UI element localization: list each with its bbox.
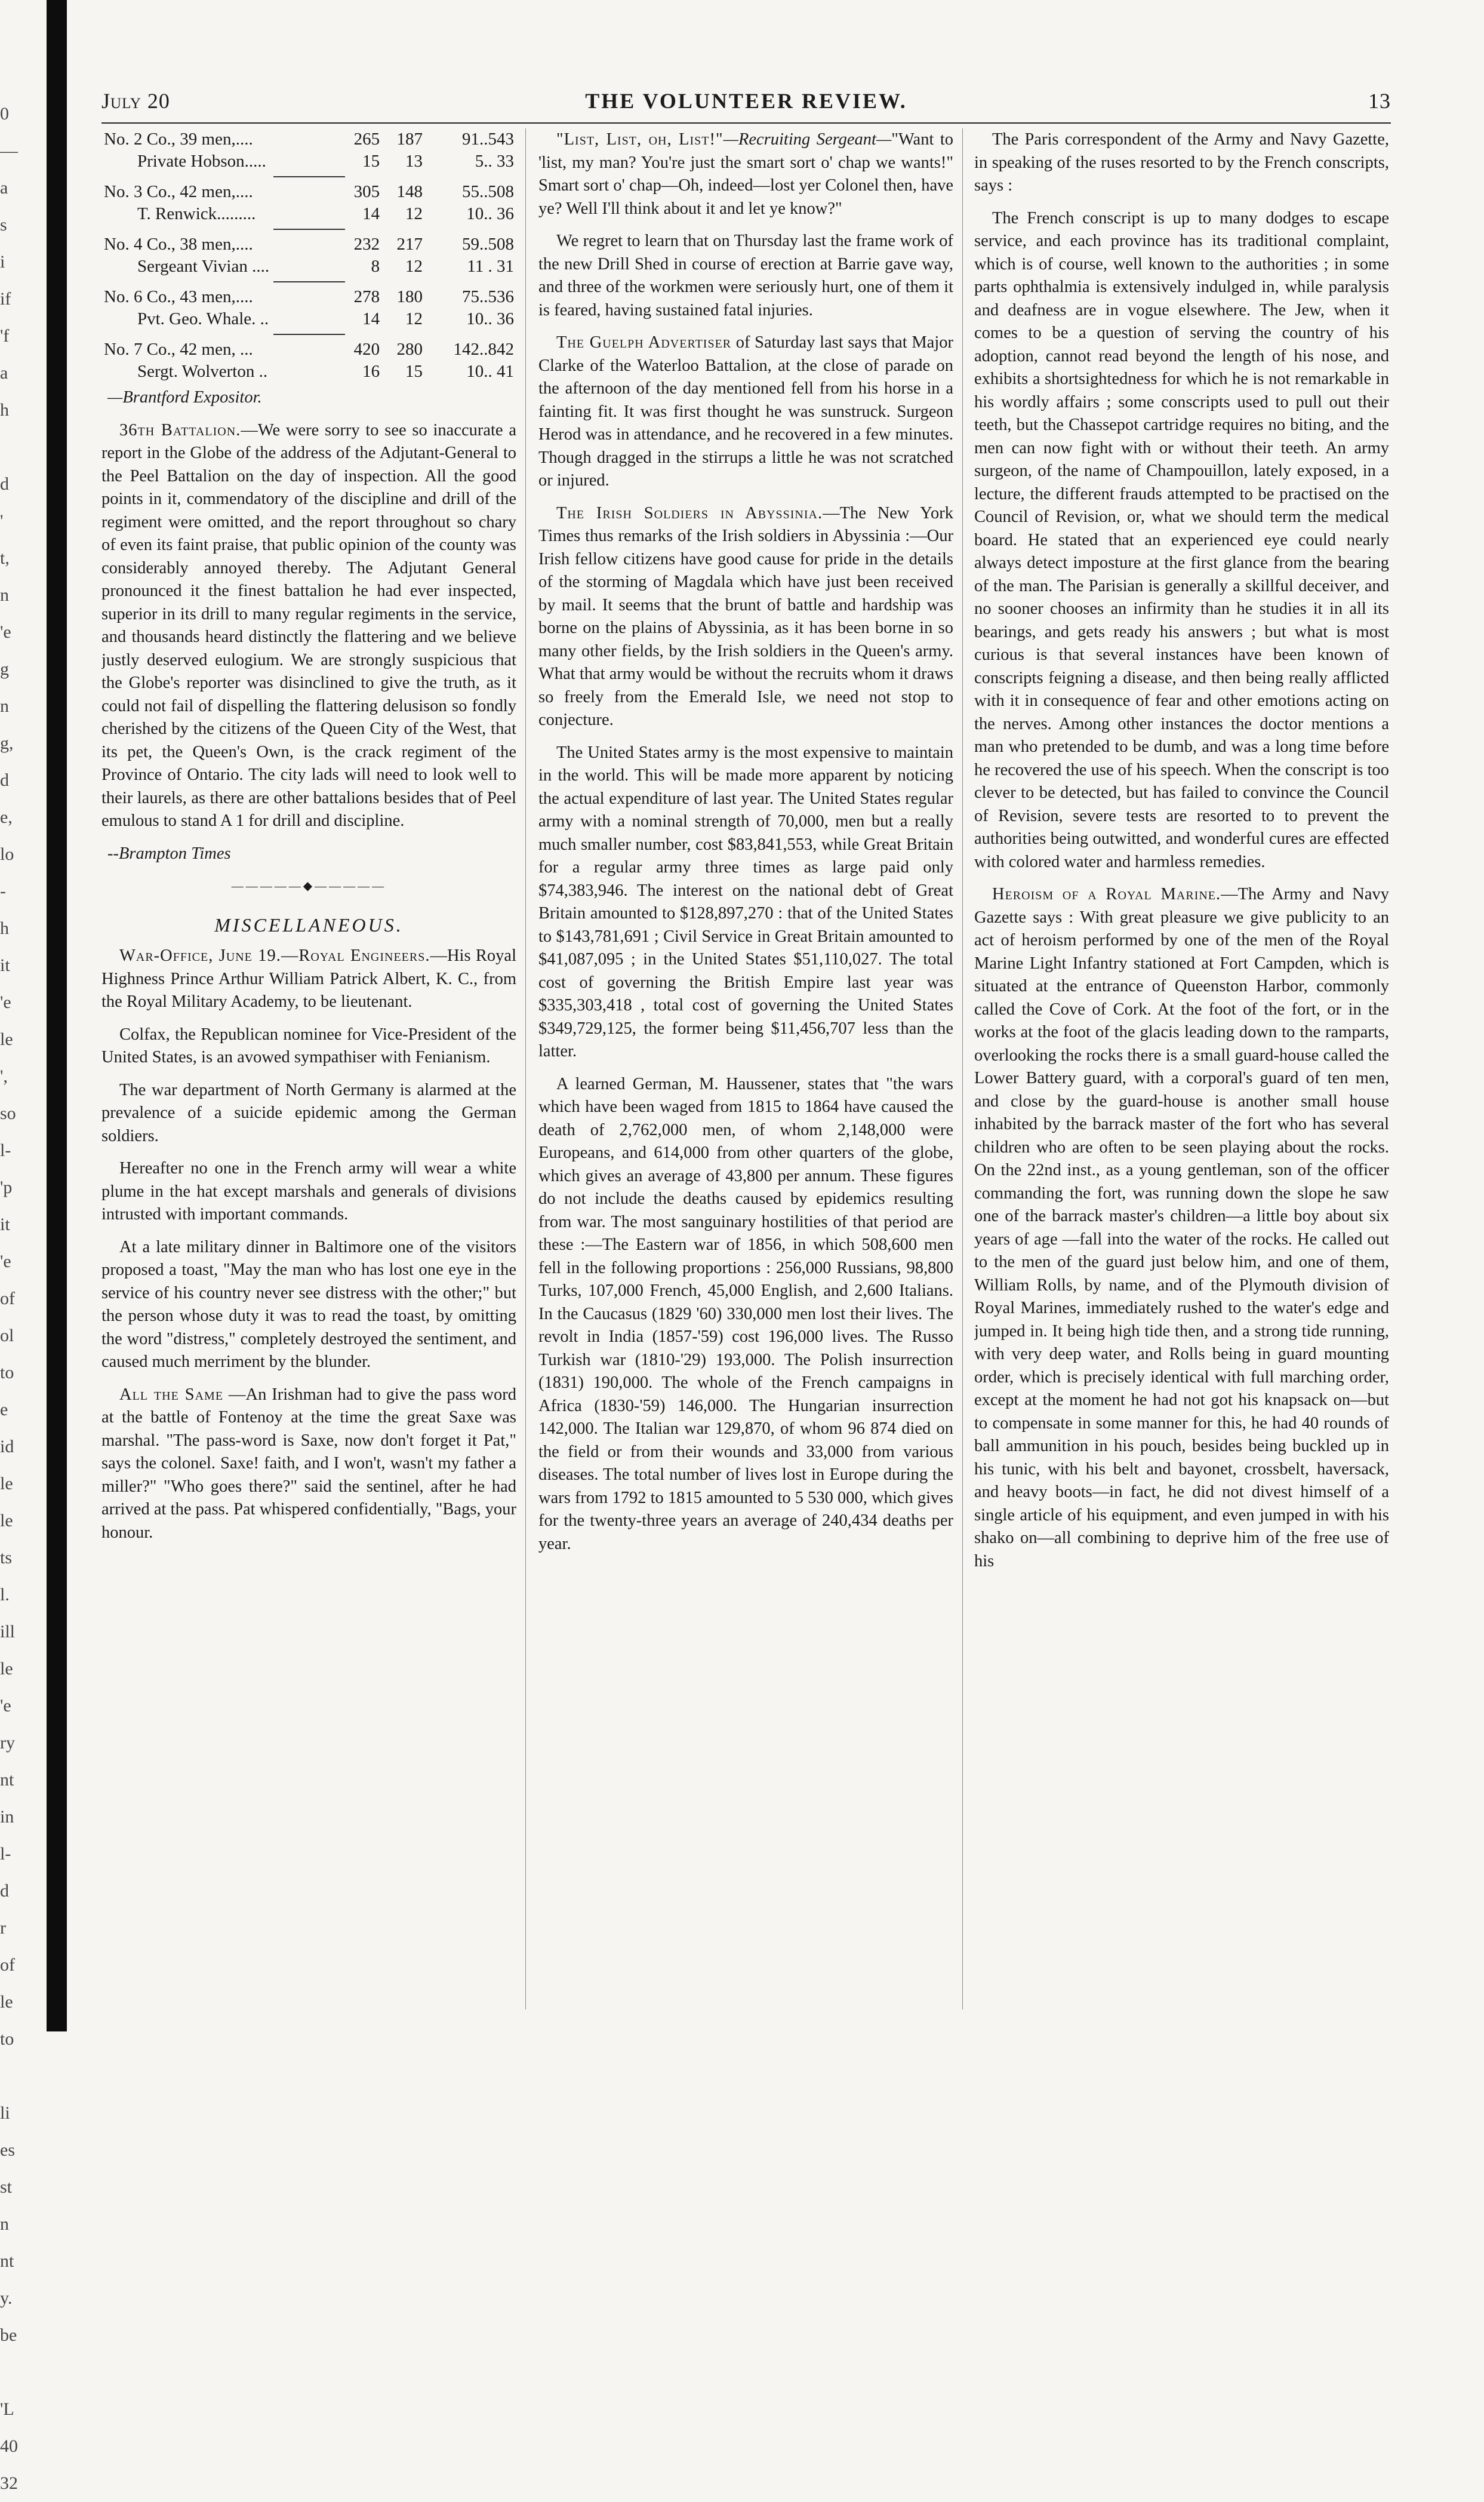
margin-fragment [0, 2058, 42, 2095]
score-label: No. 4 Co., 38 men,.... [104, 235, 253, 254]
article-us-army: The United States army is the most expensive to maintain in the world. This will be made more apparent by noticing the actual expenditure of last year. The United States regular army with a nominal strength of 70,000, men but a really much smaller number, cost $83,841,553, while Great Britain for a regular army three times as large paid only $74,383,946. The interest on the national debt of Great Britain amounted to $128,897,270 : that of the United States to $143,781,691 ; Civil Service in Great Britain amounted to $41,087,095 ; in the United States $51,110,027. The total cost of governing the British Empire last year was $335,303,418 , total cost of governing the United States $349,729,125, the former being $11,456,707 less than the latter. [538, 743, 953, 1061]
short-rule [273, 281, 345, 282]
article-french-conscript: The French conscript is up to many dodges to escape service, and each province has its traditional complaint, which is of course, well known to the authorities ; in some parts ophthalmia is extensively indulged in, while paralysis and deafness are in vogue elsewhere. The Jew, when it comes to be a question of serving the country of his adoption, cannot read beyond the length of his nose, and exhibits a shortsightedness for which he is not remarkable in his wordly affairs ; some conscripts used to pull out their teeth, but the Chassepot cartridge requires no biting, and the men can now fight with or without their teeth. An army surgeon, of the name of Champouillon, lately exposed, in a lecture, the different frauds attempted to be practised on the Council of Revision, or, what we should term the medical board. He stated that an experienced eye could nearly always detect imposture at the first glance from the bearing of the man. The Parisian is generally a skillful deceiver, and no sooner chooses an infirmity than he studies it in all its bearings, and gets ready his answers ; but what is most curious is that several instances have been known of conscripts feigning a disease, and then being really afflicted with it in consequence of fear and other emotions acting on the nerves. Among other instances the doctor mentions a man who pretended to be dumb, and was a long time before he recovered the use of his speech. When the conscript is too clever to be detected, but has failed to convince the Council of Revision, severe tests are resorted to to prevent the authorities being outwitted, and wonderful cures are effected with colored water and harmless remedies. [974, 208, 1389, 871]
margin-fragment: l. [0, 1585, 10, 1605]
article-war-office [101, 945, 516, 1014]
margin-fragment: ' [0, 511, 4, 531]
margin-fragment: le [0, 1474, 13, 1493]
margin-fragment: s [0, 215, 7, 235]
margin-fragment: 'e [0, 1696, 11, 1716]
score-label: Sergeant Vivian .... [137, 257, 270, 276]
page-number: 13 [1368, 89, 1391, 113]
article-colfax: Colfax, the Republican nominee for Vice-President of the United States, is an avowed sympathiser with Fenianism. [101, 1025, 516, 1066]
score-label: No. 6 Co., 43 men,.... [104, 287, 253, 306]
margin-fragment [0, 429, 42, 466]
score-value: 13 [405, 152, 423, 171]
score-value: 14 [362, 309, 380, 328]
article-white-plume: Hereafter no one in the French army will wear a white plume in the hat except marshals and generals of divisions intrusted with important commands. [101, 1159, 516, 1224]
score-value: 55..508 [462, 182, 514, 201]
article-body: —His Royal Highness Prince Arthur William Patrick Albert, K. C., from the Royal Military Academy, to be lieutenant. [101, 946, 516, 1011]
margin-fragment [0, 2354, 42, 2391]
score-value: 91..543 [462, 130, 514, 149]
score-row-company [101, 233, 516, 256]
margin-fragment: h [0, 400, 9, 420]
score-separator [101, 278, 516, 286]
score-row-company [101, 286, 516, 308]
margin-fragment: d [0, 474, 9, 494]
margin-fragment: of [0, 1955, 15, 1975]
score-label: No. 7 Co., 42 men, ... [104, 340, 253, 359]
margin-fragment: ol [0, 1326, 14, 1345]
score-row-company [101, 181, 516, 203]
score-label: Sergt. Wolverton .. [137, 362, 268, 381]
margin-fragment: it [0, 1215, 10, 1234]
scores-source: —Brantford Expositor. [107, 388, 262, 407]
margin-fragment: to [0, 2029, 14, 2049]
column-rule-1 [525, 128, 526, 2009]
margin-fragment: le [0, 1659, 13, 1679]
article-lead: "List, List, oh, List!" [556, 130, 723, 149]
margin-fragment: it [0, 955, 10, 975]
margin-fragment: le [0, 1511, 13, 1530]
article-lead: All the Same [119, 1385, 224, 1404]
column-rule-2 [962, 128, 963, 2009]
score-value: 14 [362, 204, 380, 223]
score-row-company [101, 339, 516, 361]
score-value: 10.. 36 [466, 204, 514, 223]
column-1 [101, 128, 516, 2027]
margin-fragment: g, [0, 733, 14, 753]
article-north-germany: The war department of North Germany is alarmed at the prevalence of a suicide epidemic among the German soldiers. [101, 1080, 516, 1145]
scan-binding-edge [47, 0, 67, 2031]
score-label: Pvt. Geo. Whale. .. [137, 309, 269, 328]
margin-fragment: es [0, 2140, 15, 2160]
margin-fragment: i [0, 252, 5, 272]
score-value: 12 [405, 257, 423, 276]
margin-fragment: l- [0, 1141, 11, 1160]
score-row-company [101, 128, 516, 150]
margin-fragment: 'p [0, 1178, 13, 1197]
score-value: 10.. 41 [466, 362, 514, 381]
score-value: 180 [396, 287, 423, 306]
margin-fragment: nt [0, 1770, 14, 1790]
margin-fragment: 'L [0, 2399, 14, 2419]
article-drill-shed: We regret to learn that on Thursday last the frame work of the new Drill Shed in course of erection at Barrie gave way, and three of the workmen were seriously hurt, one of them it is feared, having sustained fatal injuries. [538, 232, 953, 319]
margin-fragment: ', [0, 1066, 8, 1086]
short-rule [273, 229, 345, 230]
margin-fragment: g [0, 659, 9, 679]
article-lead: War-Office, June 19.—Royal Engineers. [119, 946, 430, 965]
score-value: 278 [353, 287, 380, 306]
score-value: 11 . 31 [467, 257, 514, 276]
margin-fragment: 'e [0, 992, 11, 1012]
article-list-list [538, 128, 953, 220]
score-label: No. 3 Co., 42 men,.... [104, 182, 253, 201]
score-label: Private Hobson..... [137, 152, 266, 171]
article-lead: Heroism of a Royal Marine. [992, 885, 1221, 903]
rifle-scores-table [101, 128, 516, 383]
article-paris-correspondent: The Paris correspondent of the Army and Navy Gazette, in speaking of the ruses resorted to by the French conscripts, says : [974, 130, 1389, 195]
margin-fragment: id [0, 1437, 14, 1456]
margin-fragment: e [0, 1400, 8, 1419]
margin-fragment: 'e [0, 1252, 11, 1271]
margin-fragment: 32 [0, 2473, 18, 2493]
margin-fragment: if [0, 289, 11, 309]
margin-fragment: - [0, 881, 6, 901]
article-heroism [974, 883, 1389, 1573]
article-lead: The Guelph Advertiser [556, 333, 732, 352]
article-lead: 36th Battalion. [119, 420, 241, 439]
article-reference: —Recruiting Sergeant— [723, 130, 892, 149]
score-value: 12 [405, 309, 423, 328]
margin-fragment: nt [0, 2251, 14, 2271]
article-body: —We were sorry to see so inaccurate a report in the Globe of the address of the Adjutant-General to the Peel Battalion on the day of inspection. All the good points in it, commendatory of the discipline and drill of the regiment were omitted, and the report throughout so chary of even its faint praise, that public opinion of the county was considerably annoyed thereby. The Adjutant General pronounced it the finest battalion he had ever inspected, superior in its drill to many regular regiments in the service, and thousands heard distinctly the flattering and we believe justly deserved eulogium. We are strongly suspicious that the Globe's reporter was disinclined to give the truth, as it could not fail of dispelling the flattering delusison so fondly cherished by the citizens of the Queen City of the West, that its pet, the Queen's Own, is the crack regiment of the Province of Ontario. The city lads will need to look well to their laurels, as there are other battalions besides that of Peel emulous to stand A 1 for drill and discipline. [101, 420, 516, 830]
article-irish-soldiers [538, 502, 953, 732]
article-36th-battalion [101, 419, 516, 833]
margin-fragment: 40 [0, 2436, 18, 2456]
score-value: 59..508 [462, 235, 514, 254]
adjacent-page-margin [0, 96, 42, 2502]
article-guelph [538, 331, 953, 493]
margin-fragment: 'f [0, 326, 10, 346]
article-lead: The Irish Soldiers in Abyssinia. [556, 503, 823, 522]
article-body: —The Army and Navy Gazette says : With great pleasure we give publicity to an act of heroism performed by one of the men of the Royal Marine Light Infantry stationed at Fort Campden, which is situated at the entrance of Queenston Harbor, commonly called the Cove of Cork. At the foot of the fort, or in the works at the foot of the glacis leading down to the ramparts, overlooking the rocks there is a small guard-house called the Lower Battery guard, with a corporal's guard of ten men, and close by the guard-house is another small house inhabited by the barrack master of the fort who has several children who are often to be seen playing about the rocks. On the 22nd inst., as a young gentleman, son of the officer commanding the fort, was running down the slope he saw one of the barrack master's children—a little boy about six years of age —fall into the water of the rocks. He called out to the men of the guard just below him, and one of them, William Rolls, by name, and of the Plymouth division of Royal Marines, immediately rushed to the water's edge and jumped in. It being high tide then, and a strong tide running, with very deep water, and Rolls being in guard mounting order, which is precisely identical with full marching order, except at the moment he had not got his knapsack on—but to compensate in some manner for this, he had 40 rounds of ball ammunition in his pouch, besides being buckled up in his tunic, with his belt and bayonet, crossbelt, haversack, and heavy boots—in fact, he did not divest himself of a single article of his equipment, and even jumped in with his shako on—all combining to deprive him of the free use of his [974, 885, 1389, 1570]
margin-fragment: ts [0, 1548, 13, 1567]
margin-fragment: st [0, 2177, 13, 2197]
margin-fragment: l- [0, 1844, 11, 1864]
score-value: 15 [405, 362, 423, 381]
margin-fragment: 0 [0, 104, 9, 124]
score-row-top-shot [101, 203, 516, 225]
header-date: July 20 [101, 89, 170, 113]
header-rule [101, 122, 1391, 124]
margin-fragment: y. [0, 2288, 13, 2308]
score-row-top-shot [101, 361, 516, 383]
score-row-top-shot [101, 308, 516, 330]
newspaper-title: THE VOLUNTEER REVIEW. [585, 89, 907, 113]
score-label: T. Renwick......... [137, 204, 256, 223]
score-value: 420 [353, 340, 380, 359]
score-value: 12 [405, 204, 423, 223]
ornament-divider: —————◆————— [231, 880, 387, 893]
score-value: 265 [353, 130, 380, 149]
score-label: No. 2 Co., 39 men,.... [104, 130, 253, 149]
score-value: 142..842 [453, 340, 514, 359]
score-value: 8 [371, 257, 380, 276]
article-haussener: A learned German, M. Haussener, states that "the wars which have been waged from 1815 to 1864 have caused the death of 2,762,000 men, of whom 2,148,000 were Europeans, and 614,000 from other quarters of the globe, which gives an average of 43,800 per annum. These figures do not include the deaths caused by epidemics resulting from war. The most sanguinary hostilities of that period are these :—The Eastern war of 1856, in which 508,600 men fell in the following proportions : 256,000 Russians, 98,800 Turks, 107,000 French, 45,000 English, and 2,600 Italians. In the Caucasus (1829 '60) 330,000 men lost their lives. The revolt in India (1857-'59) cost 196,000 lives. The Russo Turkish war (1810-'29) 193,000. The Polish insurrection (1831) 190,000. The whole of the French campaigns in Africa (1830-'59) 146,000. The Hungarian insurrection 142,000. The Italian war 129,870, of whom 96 874 died on the field or from their wounds and 33,000 from various diseases. The total number of lives lost in Europe during the wars from 1792 to 1815 amounted to 5 530 000, which gives for the twenty-three years an average of 240,434 deaths per year. [538, 1074, 953, 1553]
score-separator [101, 173, 516, 181]
score-value: 16 [362, 362, 380, 381]
margin-fragment: n [0, 696, 9, 716]
margin-fragment: li [0, 2103, 10, 2123]
score-value: 148 [396, 182, 423, 201]
battalion-source: --Brampton Times [107, 844, 231, 863]
score-value: 232 [353, 235, 380, 254]
score-row-top-shot [101, 150, 516, 173]
score-separator [101, 330, 516, 339]
margin-fragment: so [0, 1104, 16, 1123]
margin-fragment: le [0, 1992, 13, 2012]
article-all-the-same [101, 1384, 516, 1545]
score-value: 187 [396, 130, 423, 149]
margin-fragment: ill [0, 1622, 16, 1642]
section-heading-miscellaneous: MISCELLANEOUS. [214, 914, 404, 936]
score-value: 305 [353, 182, 380, 201]
margin-fragment: d [0, 770, 9, 790]
margin-fragment: h [0, 918, 9, 938]
article-body: —An Irishman had to give the pass word at the battle of Fontenoy at the time the great Saxe was marshal. "The pass-word is Saxe, now don't forget it Pat," says the colonel. Saxe! faith, and I won't, wasn't my father a miller?" "Who goes there?" said the sentinel, after he had arrived at the pass. Pat whispered confidentially, "Bags, your honour. [101, 1385, 516, 1542]
margin-fragment: n [0, 585, 9, 605]
margin-fragment: 'e [0, 622, 11, 642]
score-row-top-shot [101, 256, 516, 278]
margin-fragment: a [0, 363, 8, 383]
article-body: —The New York Times thus remarks of the Irish soldiers in Abyssinia :—Our Irish fellow citizens have good cause for pride in the details of the storming of Magdala which have just been received by mail. It seems that the brunt of battle and hardship was borne on the plains of Abyssinia, as it has been borne in so many other fields, by the Irish soldiers in the Queen's army. What that army would be without the recruits whom it draws so freely from the Emerald Isle, we need not stop to conjecture. [538, 503, 953, 729]
margin-fragment: in [0, 1807, 14, 1827]
score-value: 15 [362, 152, 380, 171]
score-value: 5.. 33 [475, 152, 514, 171]
margin-fragment: n [0, 2214, 9, 2234]
column-2 [538, 128, 953, 2027]
margin-fragment: to [0, 1363, 14, 1382]
margin-fragment: of [0, 1289, 15, 1308]
margin-fragment: le [0, 1029, 13, 1049]
page-header [101, 88, 1391, 124]
score-value: 217 [396, 235, 423, 254]
margin-fragment: d [0, 1881, 9, 1901]
article-baltimore: At a late military dinner in Baltimore one of the visitors proposed a toast, "May the man who has lost one eye in the service of his country never see distress with the other;" but the person whose duty it was to read the toast, by omitting the word "distress," completely destroyed the sentiment, and caused much merriment by the blunder. [101, 1237, 516, 1371]
article-body: "Want to 'list, my man? You're just the smart sort o' chap we wants!" Smart sort o' chap—Oh, indeed—lost yer Colonel then, have ye? Well I'll think about it and let ye know?" [538, 130, 953, 218]
short-rule [273, 334, 345, 335]
score-value: 280 [396, 340, 423, 359]
score-value: 10.. 36 [466, 309, 514, 328]
score-value: 75..536 [462, 287, 514, 306]
margin-fragment: be [0, 2325, 17, 2345]
margin-fragment: — [0, 141, 18, 161]
score-separator [101, 225, 516, 233]
margin-fragment: t, [0, 548, 10, 568]
column-3 [974, 128, 1389, 2027]
margin-fragment: e, [0, 807, 13, 827]
margin-fragment: lo [0, 844, 14, 864]
margin-fragment: ry [0, 1733, 15, 1753]
short-rule [273, 176, 345, 177]
article-body: of Saturday last says that Major Clarke of the Waterloo Battalion, at the close of parade on the afternoon of the day mentioned fell from his horse in a fainting fit. It was first thought he was sunstruck. Surgeon Herod was in attendance, and he recovered in a few minutes. Though dragged in the stirrups a little he was not scratched or injured. [538, 333, 953, 490]
margin-fragment: a [0, 178, 8, 198]
margin-fragment: r [0, 1918, 6, 1938]
